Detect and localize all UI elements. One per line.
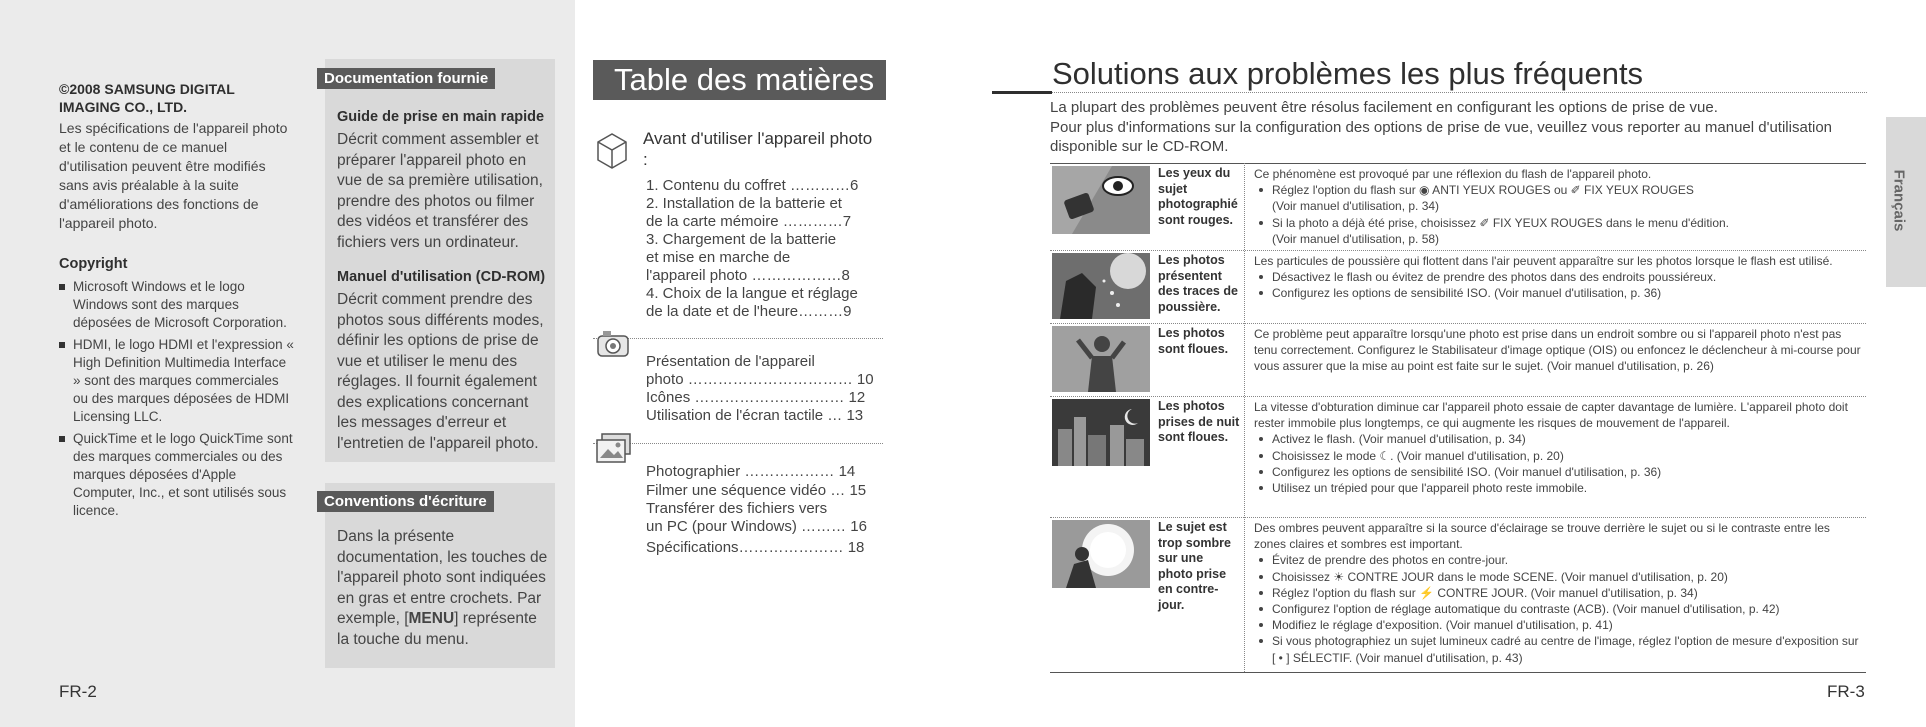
- toc-group-2: [646, 353, 876, 425]
- toc-group-1: [646, 177, 886, 321]
- table-top-rule: [1050, 163, 1866, 164]
- toc-entry[interactable]: de la carte mémoire …………7: [646, 213, 852, 230]
- camera-box-icon: [594, 128, 630, 172]
- toc-separator: [593, 338, 883, 339]
- toc-group-3: [646, 463, 876, 557]
- trademark-item: HDMI, le logo HDMI et l'expression « High Definition Multimedia Interface » sont des marques commerciales ou des marques déposées de HDMI Licensing LLC.: [59, 336, 294, 426]
- dust-thumbnail: [1052, 253, 1150, 319]
- documentation-label: Documentation fournie: [317, 68, 495, 89]
- copyright-heading: Copyright: [59, 256, 128, 272]
- page-number-right: FR-3: [1827, 682, 1865, 701]
- toc-entry[interactable]: 2. Installation de la batterie et: [646, 195, 842, 212]
- table-bottom-rule: [1050, 672, 1866, 673]
- toc-group-title: Avant d'utiliser l'appareil photo :: [643, 129, 873, 169]
- page-title: Solutions aux problèmes les plus fréquents: [1052, 56, 1644, 91]
- row-separator: [1050, 396, 1866, 397]
- documentation-content: [337, 109, 552, 454]
- row-label: Le sujet est trop sombre sur une photo prise en contre-jour.: [1158, 520, 1231, 612]
- toc-entry[interactable]: l'appareil photo ………………8: [646, 267, 850, 284]
- row-label: Les photos présentent des traces de poussière.: [1158, 253, 1238, 314]
- row-body: Des ombres peuvent apparaître si la source d'éclairage se trouve derrière le sujet ou si le contraste entre les zones claires et sombres est important. Évitez de prendre des photos en contre-jour. Choisissez ☀ CONTRE JOUR dans le mode SCENE. (Voir manuel d'utilisation, p. 20) Réglez l'option du flash sur ⚡ CONTRE JOUR. (Voir manuel d'utilisation, p. 34) Configurez l'option de réglage automatique du contraste (ACB). (Voir manuel d'utilisation, p. 42) Modifiez le réglage d'exposition. (Voir manuel d'utilisation, p. 41) Si vous photographiez un sujet lumineux cadré au centre de l'image, réglez l'option de mesure d'exposition sur [ • ] SÉLECTIF. (Voir manuel d'utilisation, p. 43): [1254, 520, 1864, 666]
- camera-icon: [594, 326, 632, 362]
- toc-entry[interactable]: Photographier ……………… 14: [646, 463, 856, 480]
- red-eye-thumbnail: [1052, 166, 1150, 234]
- title-dotted-rule: [1052, 92, 1867, 93]
- language-label: Français: [1890, 169, 1908, 232]
- page-number-left: FR-2: [59, 682, 97, 701]
- toc-entry[interactable]: Filmer une séquence vidéo … 15: [646, 482, 867, 499]
- toc-separator: [593, 443, 883, 444]
- manual-title: Manuel d'utilisation (CD-ROM): [337, 269, 546, 285]
- row-body: Ce problème peut apparaître lorsqu'une photo est prise dans un endroit sombre ou si l'appareil photo n'est pas tenu correctement. Configurez le Stabilisateur d'image optique (OIS) ou enfoncez le déclencheur à mi-course pour vous assurer que la mise au point est faite sur le sujet. (Voir manuel d'utilisation, p. 26): [1254, 327, 1861, 374]
- conventions-text: Dans la présente documentation, les touches de l'appareil photo sont indiquées en gras et entre crochets. Par exemple, [MENU] représente la touche du menu.: [337, 528, 548, 648]
- toc-entry[interactable]: photo …………………………… 10: [646, 371, 874, 388]
- conventions-label: Conventions d'écriture: [317, 491, 494, 512]
- row-body: Les particules de poussière qui flottent dans l'air peuvent apparaître sur les photos lorsque le flash est utilisé. Désactivez le flash ou évitez de prendre des photos dans des endroits poussiéreux. Configurez les options de sensibilité ISO. (Voir manuel d'utilisation, p. 36): [1254, 253, 1864, 302]
- row-body: La vitesse d'obturation diminue car l'appareil photo essaie de capter davantage de lumière. L'appareil photo doit rester immobile plus longtemps, ce qui augmente les risques de mouvement de l'appareil. Activez le flash. (Voir manuel d'utilisation, p. 34) Choisissez le mode ☾. (Voir manuel d'utilisation, p. 20) Configurez les options de sensibilité ISO. (Voir manuel d'utilisation, p. 36) Utilisez un trépied pour que l'appareil photo reste immobile.: [1254, 399, 1864, 496]
- toc-entry[interactable]: Spécifications………………… 18: [646, 539, 865, 556]
- copyright-title: ©2008 SAMSUNG DIGITAL IMAGING CO., LTD.: [59, 81, 235, 115]
- blurry-thumbnail: [1052, 326, 1150, 392]
- toc-title: Table des matières: [593, 60, 886, 100]
- toc-entry[interactable]: 4. Choix de la langue et réglage: [646, 285, 858, 302]
- trademark-item: Microsoft Windows et le logo Windows sont des marques déposées de Microsoft Corporation.: [59, 278, 294, 332]
- trademark-list: [59, 278, 294, 524]
- copyright-text: Les spécifications de l'appareil photo et le contenu de ce manuel d'utilisation peuvent être modifiés sans avis préalable à la suite d'améliorations des fonctions de l'appareil photo.: [59, 120, 288, 231]
- toc-entry[interactable]: 3. Chargement de la batterie: [646, 231, 837, 248]
- backlight-thumbnail: [1052, 520, 1150, 588]
- title-underline: [992, 91, 1052, 94]
- guide-title: Guide de prise en main rapide: [337, 109, 545, 125]
- intro-text: La plupart des problèmes peuvent être résolus facilement en configurant les options de prise de vue. Pour plus d'informations sur la configuration des options de prise de vue, veuillez vous reporter au manuel d'utilisation disponible sur le CD-ROM.: [1050, 99, 1832, 155]
- menu-key: MENU: [408, 610, 455, 627]
- toc-entry[interactable]: de la date et de l'heure………9: [646, 303, 852, 320]
- toc-entry[interactable]: et mise en marche de: [646, 249, 791, 266]
- column-divider: [1244, 163, 1245, 672]
- row-label: Les yeux du sujet photographié sont rouges.: [1158, 166, 1238, 227]
- row-separator: [1050, 323, 1866, 324]
- manual-text: Décrit comment prendre des photos sous différents modes, définir les options de prise de vue et utiliser le menu des réglages. Il fournit également des explications concernant les messages d'erreur et l'entretien de l'appareil photo.: [337, 291, 544, 452]
- toc-entry[interactable]: Présentation de l'appareil: [646, 353, 815, 370]
- toc-entry[interactable]: Transférer des fichiers vers: [646, 500, 828, 517]
- toc-entry[interactable]: un PC (pour Windows) ……… 16: [646, 518, 867, 535]
- row-body: Ce phénomène est provoqué par une réflexion du flash de l'appareil photo. Réglez l'option du flash sur ◉ ANTI YEUX ROUGES ou ✐ FIX YEUX ROUGES (Voir manuel d'utilisation, p. 34) Si la photo a déjà été prise, choisissez ✐ FIX YEUX ROUGES dans le menu d'édition. (Voir manuel d'utilisation, p. 58): [1254, 166, 1864, 247]
- row-label: Les photos sont floues.: [1158, 326, 1229, 356]
- photos-icon: [594, 430, 634, 466]
- toc-entry[interactable]: 1. Contenu du coffret …………6: [646, 177, 859, 194]
- toc-entry[interactable]: Icônes ………………………… 12: [646, 389, 866, 406]
- trademark-item: QuickTime et le logo QuickTime sont des marques commerciales ou des marques déposées d'Apple Computer, Inc., et sont utilisés sous licence.: [59, 430, 294, 520]
- row-separator: [1050, 250, 1866, 251]
- toc-entry[interactable]: Utilisation de l'écran tactile … 13: [646, 407, 864, 424]
- night-thumbnail: [1052, 399, 1150, 466]
- row-separator: [1050, 517, 1866, 518]
- guide-text: Décrit comment assembler et préparer l'appareil photo en vue de sa première utilisation, prendre des photos ou filmer des vidéos et transférer des fichiers vers un ordinateur.: [337, 131, 543, 251]
- row-label: Les photos prises de nuit sont floues.: [1158, 399, 1240, 444]
